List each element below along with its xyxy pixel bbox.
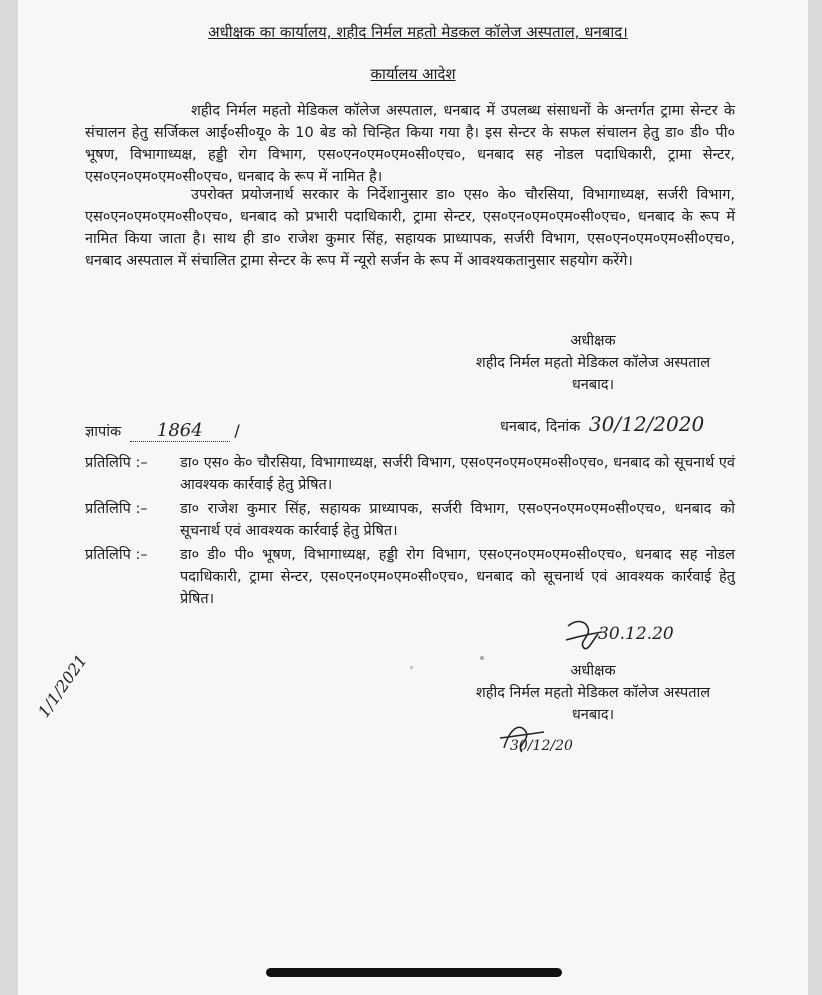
signature-date: 30.12.20 bbox=[598, 624, 674, 644]
place-date-row bbox=[500, 412, 704, 436]
dust-dot bbox=[410, 666, 413, 669]
copy-label: प्रतिलिपि :– bbox=[85, 455, 148, 471]
copy-item bbox=[85, 498, 735, 542]
initials-mark bbox=[496, 718, 606, 768]
sign1-institution: शहीद निर्मल महतो मेडिकल कॉलेज अस्पताल bbox=[475, 355, 711, 371]
place-date-label: धनबाद, दिनांक bbox=[500, 419, 581, 435]
copy-text: डा० डी० पी० भूषण, विभागाध्यक्ष, हड्डी रोग विभाग, एस०एन०एम०एम०सी०एच०, धनबाद सह नोडल पदाधिकारी, ट्रामा सेन्टर, एस०एन०एम०एम०सी०एच०, धनबाद को सूचनार्थ एवं आवश्यक कार्रवाई हेतु प्रेषित। bbox=[180, 547, 735, 607]
margin-note: 1/1/2021 bbox=[34, 651, 91, 721]
copy-text: डा० राजेश कुमार सिंह, सहायक प्राध्यापक, सर्जरी विभाग, एस०एन०एम०एम०सी०एच०, धनबाद को सूचनार्थ एवं आवश्यक कार्रवाई हेतु प्रेषित। bbox=[180, 501, 735, 539]
signature-block-2 bbox=[438, 660, 748, 726]
copy-label: प्रतिलिपि :– bbox=[85, 501, 148, 517]
order-title: कार्यालय आदेश bbox=[370, 65, 456, 83]
copy-label: प्रतिलिपि :– bbox=[85, 547, 148, 563]
document-page bbox=[18, 0, 808, 995]
initials-date: 30/12/20 bbox=[510, 738, 573, 754]
sign2-designation: अधीक्षक bbox=[570, 663, 616, 679]
handwritten-date: 30/12/2020 bbox=[588, 412, 705, 436]
sign2-institution: शहीद निर्मल महतो मेडिकल कॉलेज अस्पताल bbox=[475, 685, 711, 701]
signature-block-1 bbox=[438, 330, 748, 396]
copy-list bbox=[85, 452, 735, 610]
paragraph-1: शहीद निर्मल महतो मेडिकल कॉलेज अस्पताल, धनबाद में उपलब्ध संसाधनों के अन्तर्गत ट्रामा सेन्टर के संचालन हेतु सर्जिकल आई०सी०यू० के 10 बेड को चिन्हित किया गया है। इस सेन्टर के सफल संचालन हेतु डा० डी० पी० भूषण, विभागाध्यक्ष, हड्डी रोग विभाग, एस०एन०एम०एम०सी०एच०, धनबाद सह नोडल पदाधिकारी, ट्रामा सेन्टर, एस०एन०एम०एम०सी०एच०, धनबाद के रूप में नामित है। bbox=[85, 103, 735, 185]
sign1-designation: अधीक्षक bbox=[570, 333, 616, 349]
memo-number: 1864 bbox=[156, 420, 203, 441]
copy-text: डा० एस० के० चौरसिया, विभागाध्यक्ष, सर्जरी विभाग, एस०एन०एम०एम०सी०एच०, धनबाद को सूचनार्थ एवं आवश्यक कार्रवाई हेतु प्रेषित। bbox=[180, 455, 735, 493]
memo-label: ज्ञापांक bbox=[85, 424, 122, 440]
sign2-place: धनबाद। bbox=[571, 707, 615, 723]
copy-item bbox=[85, 452, 735, 496]
copy-item bbox=[85, 544, 735, 610]
dust-dot bbox=[480, 656, 484, 660]
office-header: अधीक्षक का कार्यालय, शहीद निर्मल महतो मेडकल कॉलेज अस्पताल, धनबाद। bbox=[208, 23, 628, 41]
paragraph-2: उपरोक्त प्रयोजनार्थ सरकार के निर्देशानुसार डा० एस० के० चौरसिया, विभागाध्यक्ष, सर्जरी विभाग, एस०एन०एम०एम०सी०एच०, धनबाद को प्रभारी पदाधिकारी, ट्रामा सेन्टर, एस०एन०एम०एम०सी०एच०, धनबाद के रूप में नामित किया जाता है। साथ ही डा० राजेश कुमार सिंह, सहायक प्राध्यापक, सर्जरी विभाग, एस०एन०एम०एम०सी०एच०, धनबाद अस्पताल में संचालित ट्रामा सेन्टर के रूप में न्यूरो सर्जन के रूप में आवश्यकतानुसार सहयोग करेंगे। bbox=[85, 187, 735, 269]
sign1-place: धनबाद। bbox=[571, 377, 615, 393]
memo-number-row: ज्ञापांक 1864 / bbox=[85, 420, 240, 441]
home-indicator[interactable] bbox=[266, 968, 562, 977]
